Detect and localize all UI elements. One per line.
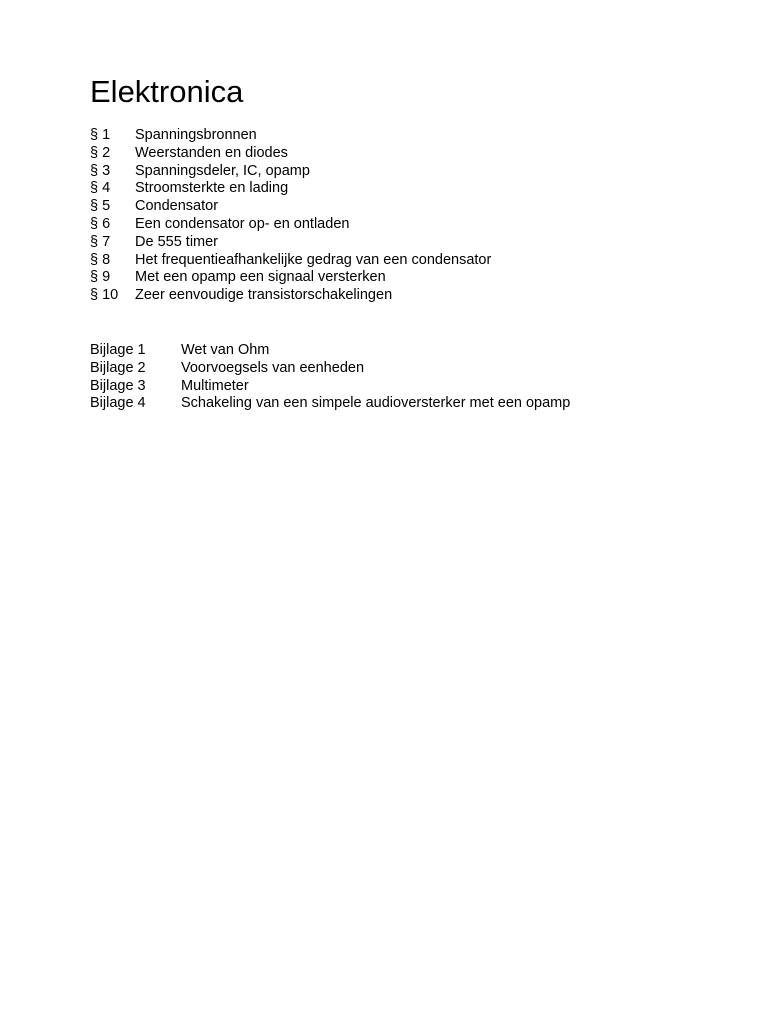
- section-item: [90, 287, 491, 305]
- appendix-label: Bijlage 2: [90, 359, 146, 376]
- section-title: De 555 timer: [135, 233, 219, 250]
- section-number: § 8: [90, 251, 111, 268]
- section-title: Een condensator op- en ontladen: [135, 215, 350, 232]
- section-item: [90, 163, 491, 181]
- section-list: [90, 127, 491, 305]
- appendix-title: Voorvoegsels van eenheden: [181, 359, 365, 376]
- section-item: [90, 216, 491, 234]
- appendix-item: [90, 342, 570, 360]
- section-number: § 5: [90, 198, 111, 215]
- appendix-list: [90, 342, 570, 413]
- appendix-item: [90, 378, 570, 396]
- appendix-title: Schakeling van een simpele audioversterker met een opamp: [181, 395, 571, 412]
- section-item: [90, 234, 491, 252]
- section-item: [90, 180, 491, 198]
- section-title: Spanningsbronnen: [135, 127, 257, 143]
- section-item: [90, 269, 491, 287]
- section-number: § 10: [90, 287, 119, 304]
- section-item: [90, 252, 491, 270]
- section-number: § 2: [90, 144, 111, 161]
- section-number: § 6: [90, 215, 111, 232]
- section-title: Met een opamp een signaal versterken: [135, 269, 386, 286]
- section-item: [90, 127, 491, 145]
- section-number: § 1: [90, 127, 111, 143]
- section-title: Spanningsdeler, IC, opamp: [135, 162, 310, 179]
- section-title: Zeer eenvoudige transistorschakelingen: [135, 287, 393, 304]
- appendix-label: Bijlage 1: [90, 342, 146, 358]
- section-title: Stroomsterkte en lading: [135, 180, 289, 197]
- section-number: § 9: [90, 269, 111, 286]
- section-title: Weerstanden en diodes: [135, 144, 288, 161]
- document-title: Elektronica: [90, 74, 244, 109]
- appendix-label: Bijlage 3: [90, 377, 146, 394]
- section-number: § 7: [90, 233, 111, 250]
- appendix-item: [90, 360, 570, 378]
- section-number: § 3: [90, 162, 111, 179]
- appendix-item: [90, 395, 570, 413]
- appendix-label: Bijlage 4: [90, 395, 146, 412]
- appendix-title: Multimeter: [181, 377, 249, 394]
- appendix-title: Wet van Ohm: [181, 342, 270, 358]
- section-title: Het frequentieafhankelijke gedrag van een condensator: [135, 251, 492, 268]
- section-title: Condensator: [135, 198, 219, 215]
- section-number: § 4: [90, 180, 111, 197]
- section-item: [90, 198, 491, 216]
- section-item: [90, 145, 491, 163]
